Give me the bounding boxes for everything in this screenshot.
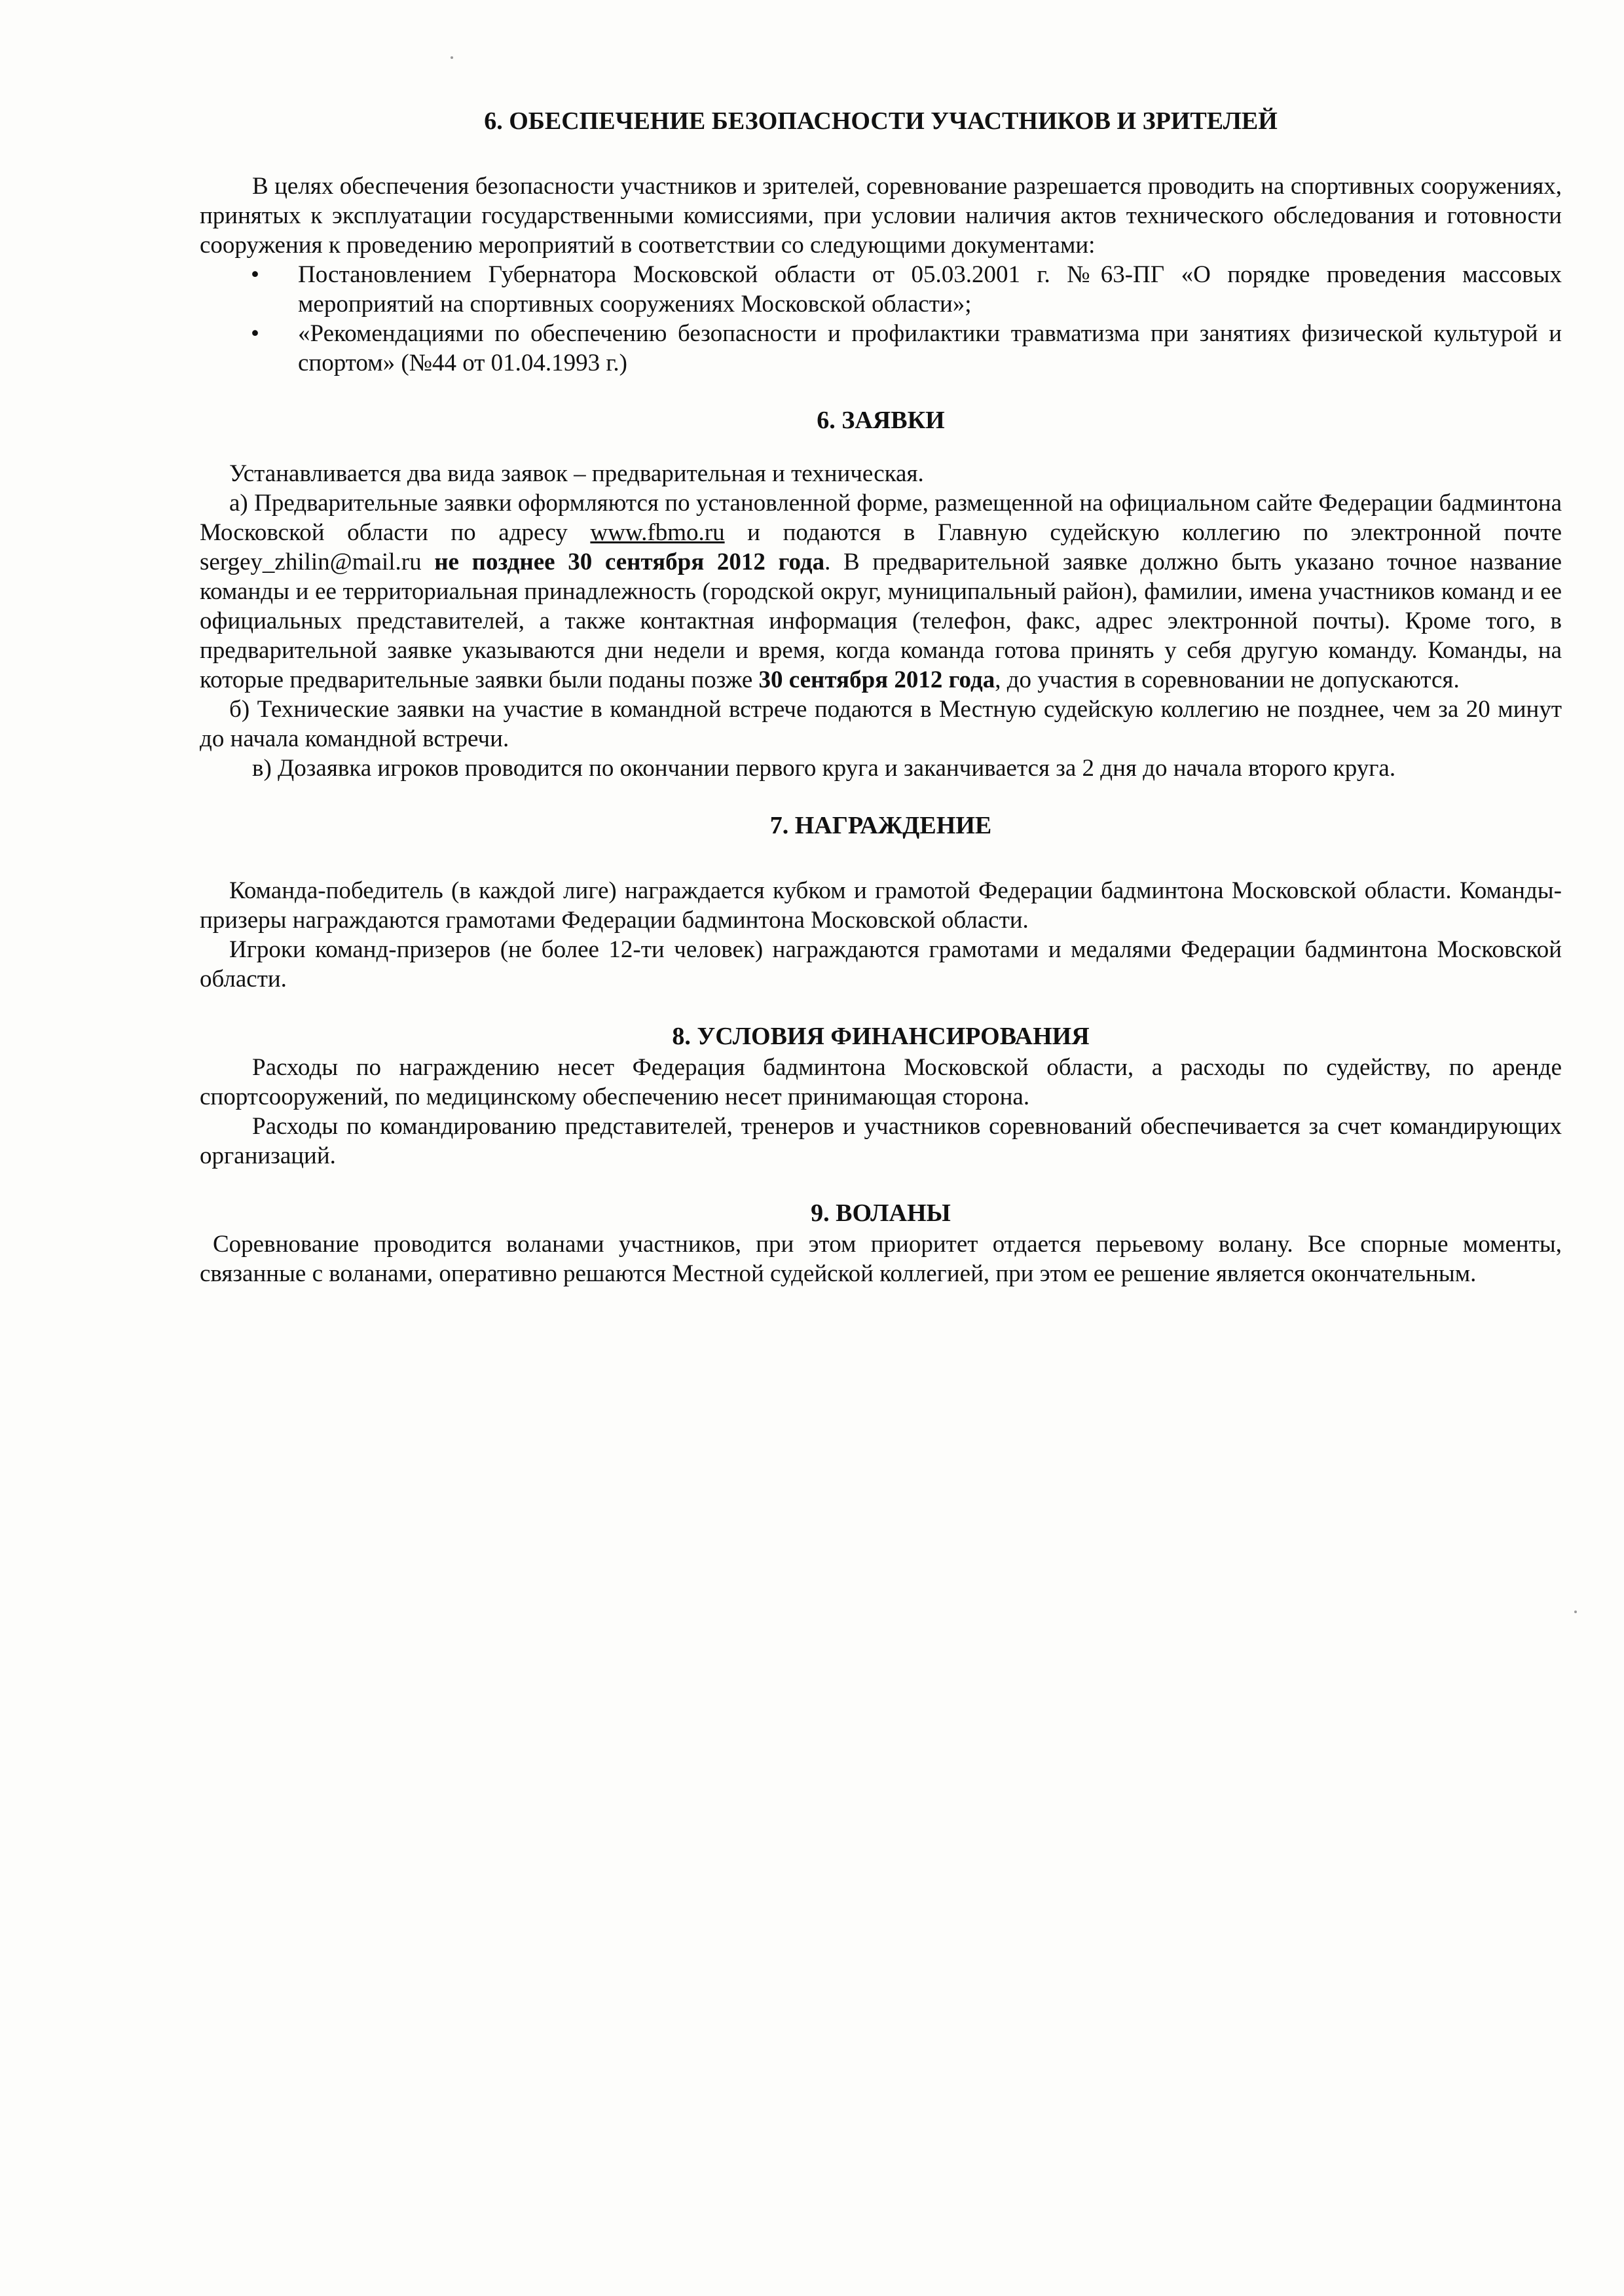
finance-costs: Расходы по награждению несет Федерация бадминтона Московской области, а расходы по судейству, по аренде спортсооружений, по медицинскому обеспечению несет принимающая сторона.	[200, 1054, 1562, 1110]
shuttles-rules: Соревнование проводится воланами участников, при этом приоритет отдается перьевому волану. Все спорные моменты, связанные с воланами, оперативно решаются Местной судейской коллегией, при этом ее решение является окончательным.	[200, 1231, 1562, 1287]
section-shuttles-title: 9. ВОЛАНЫ	[811, 1199, 951, 1227]
bullet-item	[251, 319, 1562, 378]
bullet-icon: •	[251, 261, 259, 288]
applications-preliminary-text-a: а) Предварительные заявки оформляются по установленной форме, размещенной на официальном сайте Федерации бадминтона Московской области по адресу	[200, 490, 1562, 546]
awards-players: Игроки команд-призеров (не более 12-ти человек) награждаются грамотами и медалями Федерации бадминтона Московской области.	[200, 936, 1562, 993]
scan-speck	[1574, 1611, 1577, 1613]
section-applications-title: 6. ЗАЯВКИ	[817, 407, 945, 434]
fbmo-website-link[interactable]: www.fbmo.ru	[590, 519, 725, 546]
bullet-item	[251, 260, 1562, 319]
finance-travel: Расходы по командированию представителей, тренеров и участников соревнований обеспечивается за счет командирующих организаций.	[200, 1113, 1562, 1169]
applications-technical: б) Технические заявки на участие в командной встрече подаются в Местную судейскую коллегию не позднее, чем за 20 минут до начала командной встречи.	[200, 696, 1562, 752]
applications-intro: Устанавливается два вида заявок – предварительная и техническая.	[229, 460, 924, 487]
applications-preliminary-text-b: и подаются в Главную судейскую коллегию по электронной почте sergey_zhilin@mail.ru	[200, 519, 1562, 575]
applications-deadline: не позднее 30 сентября 2012 года	[434, 549, 825, 575]
applications-preliminary	[200, 488, 1562, 695]
section-security-title: 6. ОБЕСПЕЧЕНИЕ БЕЗОПАСНОСТИ УЧАСТНИКОВ И ЗРИТЕЛЕЙ	[484, 107, 1278, 135]
bullet-icon: •	[251, 320, 259, 347]
awards-team: Команда-победитель (в каждой лиге) награждается кубком и грамотой Федерации бадминтона Московской области. Команды-призеры награждаются грамотами Федерации бадминтона Московской области.	[200, 877, 1562, 934]
applications-preliminary-text-d: , до участия в соревновании не допускаются.	[995, 666, 1460, 693]
applications-preliminary-text-c: . В предварительной заявке должно быть указано точное название команды и ее территориальная принадлежность (городской округ, муниципальный район), фамилии, имена участников команд и ее официальных представителей, а также контактная информация (телефон, факс, адрес электронной почты). Кроме того, в предварительной заявке указываются дни недели и время, когда команда готова принять у себя другую команду. Команды, на которые предварительные заявки были поданы позже	[200, 549, 1562, 693]
applications-additional: в) Дозаявка игроков проводится по окончании первого круга и заканчивается за 2 дня до начала второго круга.	[252, 755, 1396, 782]
document-body	[200, 105, 1562, 1288]
bullet-item-text: Постановлением Губернатора Московской области от 05.03.2001 г. №63-ПГ «О порядке проведения массовых мероприятий на спортивных сооружениях Московской области»;	[298, 261, 1562, 318]
section-security-bullet-list	[200, 260, 1562, 378]
bullet-item-text: «Рекомендациями по обеспечению безопасности и профилактики травматизма при занятиях физической культурой и спортом» (№44 от 01.04.1993 г.)	[298, 320, 1562, 376]
applications-deadline-2: 30 сентября 2012 года	[758, 666, 995, 693]
scan-speck	[451, 56, 453, 59]
section-finance-title: 8. УСЛОВИЯ ФИНАНСИРОВАНИЯ	[672, 1023, 1090, 1050]
section-security-intro: В целях обеспечения безопасности участников и зрителей, соревнование разрешается проводить на спортивных сооружениях, принятых к эксплуатации государственными комиссиями, при условии наличия актов технического обследования и готовности сооружения к проведению мероприятий в соответствии со следующими документами:	[200, 173, 1562, 259]
section-awards-title: 7. НАГРАЖДЕНИЕ	[769, 812, 992, 839]
